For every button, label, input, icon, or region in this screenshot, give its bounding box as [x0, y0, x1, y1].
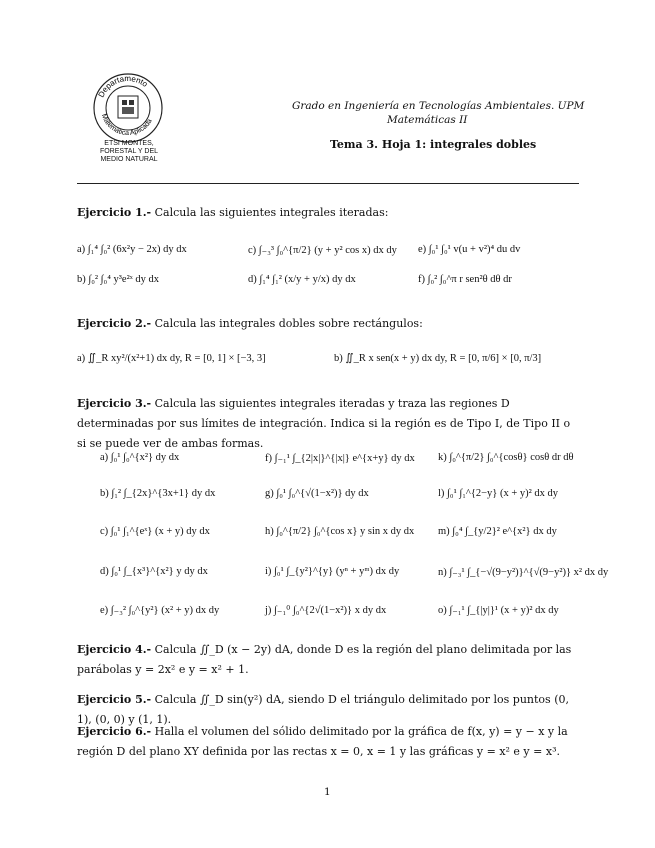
subject-line: Matemáticas II	[387, 114, 468, 126]
logo-text-bottom: Matemática Aplicada	[99, 113, 154, 138]
ex3-item-i: i) ∫₀¹ ∫_{y²}^{y} (yⁿ + yᵐ) dx dy	[265, 566, 400, 577]
ex1-item-d: d) ∫₁⁴ ∫₁² (x/y + y/x) dy dx	[248, 274, 356, 285]
ex4-statement	[77, 640, 582, 680]
ex1-title: Ejercicio 1.-	[77, 206, 152, 219]
ex2-statement	[77, 314, 582, 334]
ex3-item-g: g) ∫₀¹ ∫₀^{√(1−x²)} dy dx	[265, 488, 369, 499]
department-logo	[92, 72, 164, 144]
ex3-item-a: a) ∫₀¹ ∫₀^{x²} dy dx	[100, 452, 180, 463]
ex6-title: Ejercicio 6.-	[77, 725, 152, 738]
ex3-item-n: n) ∫₋₃¹ ∫_{−√(9−y²)}^{√(9−y²)} x² dx dy	[438, 567, 609, 578]
ex6-text: Halla el volumen del sólido delimitado por la gráfica de f(x, y) = y − x y la región D del plano XY definida por las rectas x = 0, x = 1 y las gráficas y = x² e y = x³.	[77, 725, 568, 758]
course-line: Grado en Ingeniería en Tecnologías Ambientales. UPM	[292, 100, 585, 112]
ex2-text: Calcula las integrales dobles sobre rectángulos:	[154, 317, 423, 330]
ex3-title: Ejercicio 3.-	[77, 397, 152, 410]
ex5-text: Calcula ∬_D sin(y²) dA, siendo D el triángulo delimitado por los puntos (0, 1), (0, 0) y (1, 1).	[77, 693, 569, 726]
ex3-item-m: m) ∫₀⁴ ∫_{y/2}² e^{x²} dx dy	[438, 526, 557, 537]
ex3-text: Calcula las siguientes integrales iteradas y traza las regiones D determinadas por sus límites de integración. Indica si la región es de Tipo I, de Tipo II o si se puede ver de ambas formas.	[77, 397, 571, 450]
ex3-item-d: d) ∫₀¹ ∫_{x³}^{x²} y dy dx	[100, 566, 208, 577]
page-number: 1	[324, 786, 331, 798]
ex3-item-o: o) ∫₋₁¹ ∫_{|y|}¹ (x + y)² dx dy	[438, 605, 559, 616]
ex3-item-b: b) ∫₁² ∫_{2x}^{3x+1} dy dx	[100, 488, 216, 499]
ex4-text: Calcula ∬_D (x − 2y) dA, donde D es la región del plano delimitada por las parábolas y = 2x² e y = x² + 1.	[77, 643, 572, 676]
ex3-item-l: l) ∫₀¹ ∫₁^{2−y} (x + y)² dx dy	[438, 488, 559, 499]
ex4-title: Ejercicio 4.-	[77, 643, 152, 656]
ex1-item-a: a) ∫₁⁴ ∫₀² (6x²y − 2x) dy dx	[77, 244, 187, 255]
ex1-item-c: c) ∫₋₃³ ∫₀^{π/2} (y + y² cos x) dx dy	[248, 245, 397, 256]
header-divider	[77, 183, 579, 184]
ex5-title: Ejercicio 5.-	[77, 693, 152, 706]
ex1-item-b: b) ∫₀² ∫₀⁴ y³e²ˣ dy dx	[77, 274, 159, 285]
ex3-item-h: h) ∫₀^{π/2} ∫₀^{cos x} y sin x dy dx	[265, 526, 415, 537]
ex2-title: Ejercicio 2.-	[77, 317, 152, 330]
school-name: ETSI MONTES, FORESTAL Y DEL MEDIO NATURAL	[99, 140, 159, 163]
ex3-item-k: k) ∫₀^{π/2} ∫₀^{cosθ} cosθ dr dθ	[438, 452, 574, 463]
ex1-statement	[77, 203, 582, 223]
logo-text-top: Departamento	[96, 73, 150, 99]
ex6-statement	[77, 722, 582, 762]
ex3-item-e: e) ∫₋₃² ∫₀^{y²} (x² + y) dx dy	[100, 605, 220, 616]
ex2-item-a: a) ∬_R xy²/(x²+1) dx dy, R = [0, 1] × [−3, 3]	[77, 353, 266, 364]
ex1-item-f: f) ∫₀² ∫₀^π r sen²θ dθ dr	[418, 274, 512, 285]
ex3-statement	[77, 394, 582, 454]
ex3-item-f: f) ∫₋₁¹ ∫_{2|x|}^{|x|} e^{x+y} dy dx	[265, 453, 415, 464]
ex3-item-j: j) ∫₋₁⁰ ∫₀^{2√(1−x²)} x dy dx	[265, 605, 387, 616]
ex1-item-e: e) ∫₀¹ ∫₀¹ v(u + v²)⁴ du dv	[418, 244, 521, 255]
ex2-item-b: b) ∬_R x sen(x + y) dx dy, R = [0, π/6] × [0, π/3]	[334, 353, 542, 364]
ex1-text: Calcula las siguientes integrales iteradas:	[154, 206, 389, 219]
ex3-item-c: c) ∫₀¹ ∫₁^{eˣ} (x + y) dy dx	[100, 526, 210, 537]
sheet-title: Tema 3. Hoja 1: integrales dobles	[330, 138, 537, 151]
